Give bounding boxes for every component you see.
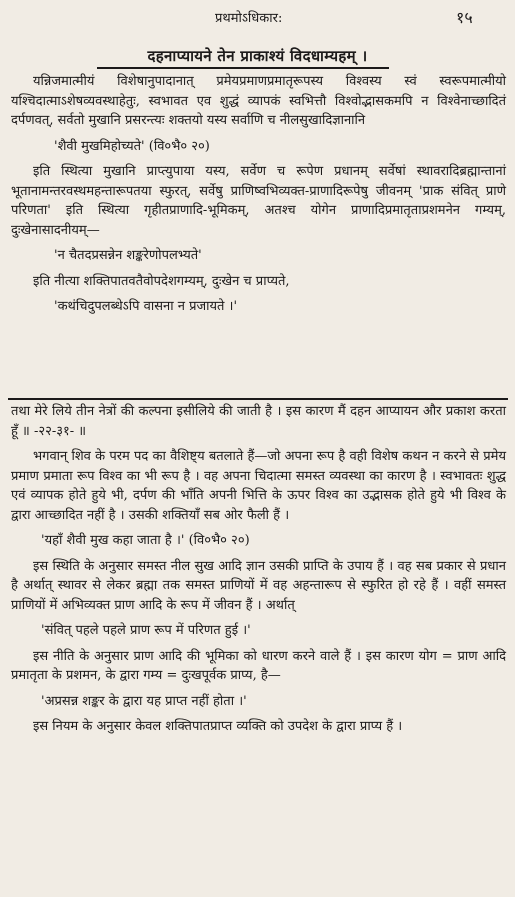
hindi-paragraph: तथा मेरे लिये तीन नेत्रों की कल्पना इसीलिये की जाती है । इस कारण मैं दहन आप्यायन और प्रकाश करता हूँ ॥ -२२-३१- ॥ [11, 404, 506, 439]
hindi-paragraph: भगवान् शिव के परम पद का वैशिष्ट्य बतलाते हैं—जो अपना रूप है वही विशेष कथन न करने से प्रमेय प्रमाण प्रमाता रूप विश्व का भी रूप है । वह अपना चिदात्मा समस्त व्यवस्था का कारण है । स्वभावतः शुद्ध एवं व्यापक होते हुये भी, दर्पण की भाँति अपनी भित्ति के ऊपर विश्व का उद्भासक होते हुये भी विश्व के द्वारा आच्छादित नहीं है । उसकी शक्तियाँ सब ओर फैली हैं । [11, 449, 506, 523]
hindi-paragraph: इस नीति के अनुसार प्राण आदि की भूमिका को धारण करने वाले हैं । इस कारण योग = प्राण आदि प्रमातृता के प्रशमन, के द्वारा गम्य = दुःखपूर्वक प्राप्य, है— [11, 648, 506, 683]
sanskrit-commentary [11, 72, 506, 323]
sanskrit-paragraph: इति नीत्या शक्तिपातवतैवोपदेशगम्यम्, दुःखेन च प्राप्यते, [33, 273, 290, 289]
verse-title: दहनाप्यायने तेन प्राकाश्यं विदधाम्यहम् । [147, 47, 368, 65]
sanskrit-quote: 'न चैतदप्रसन्नेन शङ्करेणोपलभ्यते' [54, 248, 202, 263]
sanskrit-paragraph: इति स्थित्या मुखानि प्राप्त्युपाया यस्य, सर्वेण च रूपेण प्रधानम् सर्वेषां स्थावरादिब्रह्मान्तानां भूतानामन्तरवस्थमहन्तारूपतया स्फुरत्, सर्वेषु प्राणिष्वभिव्यक्त-प्राणादिरूपेषु जीवनम् 'प्राक संवित् प्राणे परिणता' इति स्थित्या गृहीतप्राणादि-भूमिकम्, अतश्च योगेन प्राणादिप्रमातृताप्रशमनेन गम्यम्, दुःखेनासादनीयम्— [11, 164, 506, 238]
hindi-translation [11, 402, 506, 743]
hindi-quote: 'यहाँ शैवी मुख कहा जाता है ।' (वि०भै० २०) [41, 533, 250, 548]
hindi-paragraph: इस स्थिति के अनुसार समस्त नील सुख आदि ज्ञान उसकी प्राप्ति के उपाय हैं । वह सब प्रकार से प्रधान है अर्थात् स्थावर से लेकर ब्रह्मा तक समस्त प्राणियों में वह अहन्तारूप से स्फुरित हो रहे हैं । वहीं समस्त प्राणियों में अभिव्यक्त प्राण आदि के रूप में जीवन हैं । अर्थात् [11, 558, 506, 613]
sanskrit-quote: 'शैवी मुखमिहोच्यते' (वि०भै० २०) [54, 138, 210, 154]
hindi-quote: 'अप्रसन्न शङ्कर के द्वारा यह प्राप्त नहीं होता ।' [41, 693, 247, 709]
title-underline [97, 67, 389, 69]
sanskrit-quote: 'कथंचिदुपलब्धेऽपि वासना न प्रजायते ।' [54, 299, 238, 314]
hindi-paragraph: इस नियम के अनुसार केवल शक्तिपातप्राप्त व्यक्ति को उपदेश के द्वारा प्राप्य हैं । [33, 719, 403, 734]
sanskrit-paragraph: यन्निजमात्मीयं विशेषानुपादानात् प्रमेयप्रमाणप्रमातृरूपस्य विश्वस्य स्वं स्वरूपमात्मीयो यश्चिदात्माऽशेषव्यवस्थाहेतुः, स्वभावत एव शुद्धं व्यापकं स्वभित्तौ विश्वोद्भासकमपि न विश्वेनाच्छादितं दर्पणवत्, सर्वतो मुखानि प्रसरन्त्यः शक्तयो यस्य सर्वाणि च नीलसुखादिज्ञानानि [11, 74, 506, 128]
chapter-heading: प्रथमोऽधिकार: [215, 11, 283, 26]
hindi-quote: 'संवित् पहले पहले प्राण रूप में परिणत हुई ।' [41, 623, 251, 638]
section-divider [8, 398, 508, 400]
page-number: १५ [456, 8, 473, 27]
running-header [0, 8, 515, 30]
